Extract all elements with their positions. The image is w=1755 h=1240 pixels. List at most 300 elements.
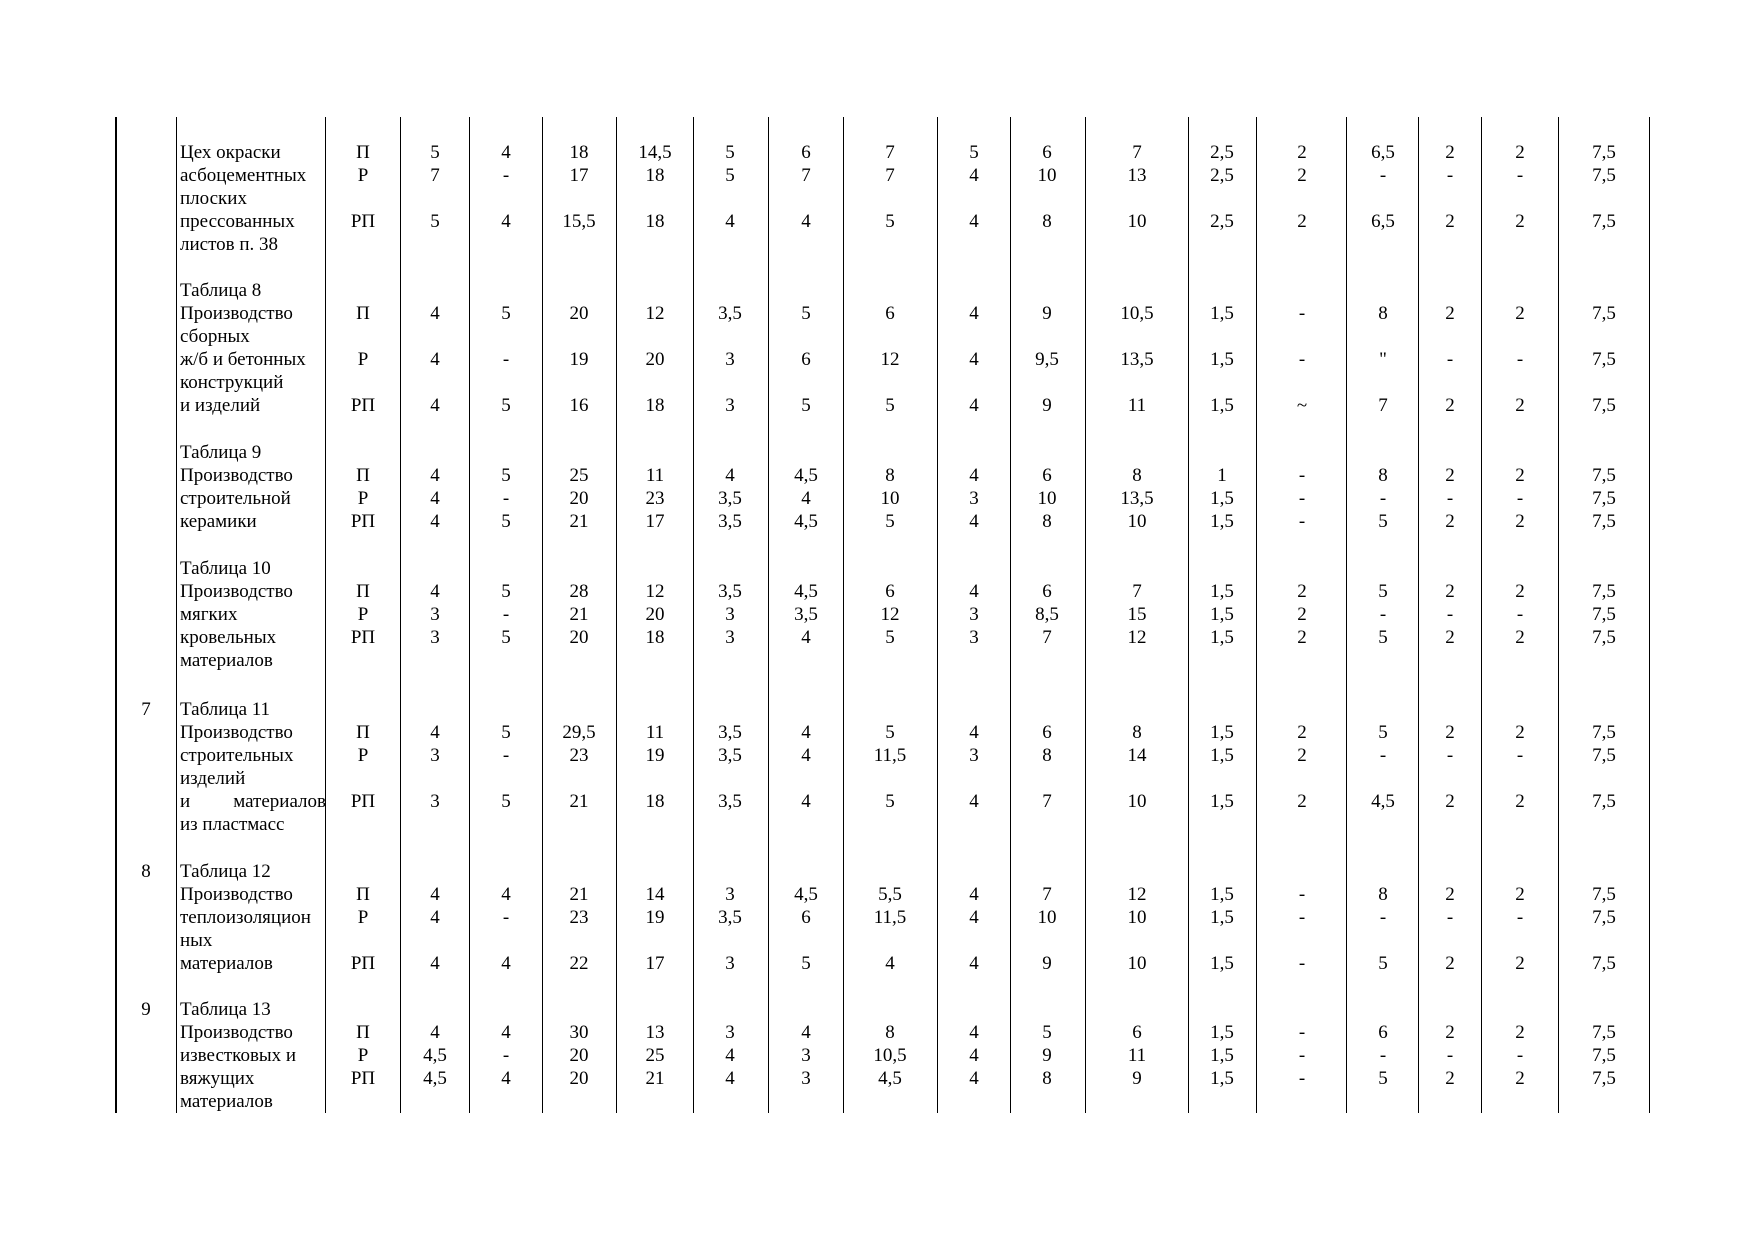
table-cell-value: 23 (569, 745, 589, 766)
table-cell-value: - (502, 165, 510, 186)
table-cell-value: 2 (1515, 465, 1525, 486)
table-cell-value: 9 (1042, 1045, 1052, 1066)
table-cell-value: 4 (801, 211, 811, 232)
table-cell-value: 5 (885, 511, 895, 532)
table-cell-value: 2 (1445, 511, 1455, 532)
mode-label: П (356, 1022, 370, 1043)
table-cell-value: 2 (1297, 791, 1307, 812)
table-cell-value: - (1298, 465, 1306, 486)
table-cell-value: 7 (885, 165, 895, 186)
table-cell-value: 10 (1127, 511, 1147, 532)
table-cell-value: 3 (430, 791, 440, 812)
table-cell-value: 7 (801, 165, 811, 186)
product-name-line: ж/б и бетонных (180, 349, 306, 370)
table-cell-value: 1,5 (1210, 395, 1234, 416)
table-cell-value: 4,5 (794, 581, 818, 602)
table-cell-value: 2 (1297, 165, 1307, 186)
table-cell-value: 3,5 (718, 581, 742, 602)
table-cell-value: 9 (1042, 395, 1052, 416)
table-cell-value: 4 (969, 511, 979, 532)
table-cell-value: 5 (1378, 627, 1388, 648)
mode-label: П (356, 581, 370, 602)
table-cell-value: 2 (1297, 627, 1307, 648)
table-column-rule (1085, 117, 1086, 1113)
table-cell-value: 5 (501, 511, 511, 532)
table-cell-value: 11,5 (873, 907, 907, 928)
mode-label: П (356, 884, 370, 905)
table-cell-value: 5 (801, 395, 811, 416)
table-cell-value: 4 (969, 581, 979, 602)
table-cell-value: 18 (645, 791, 665, 812)
table-cell-value: 5 (1378, 581, 1388, 602)
table-cell-value: 9 (1042, 953, 1052, 974)
table-cell-value: 5 (501, 627, 511, 648)
mode-label: П (356, 465, 370, 486)
table-cell-value: - (502, 604, 510, 625)
table-cell-value: 3 (725, 604, 735, 625)
table-cell-value: 4 (969, 303, 979, 324)
table-cell-value: 2 (1515, 722, 1525, 743)
table-cell-value: 7,5 (1592, 1022, 1616, 1043)
table-cell-value: - (1298, 907, 1306, 928)
table-cell-value: 4 (969, 884, 979, 905)
table-cell-value: 7 (1042, 791, 1052, 812)
table-cell-value: 6 (1132, 1022, 1142, 1043)
product-name-line: строительных (180, 745, 294, 766)
mode-label: Р (357, 488, 369, 509)
table-cell-value: 2 (1515, 395, 1525, 416)
mode-label: Р (357, 604, 369, 625)
table-cell-value: 3,5 (718, 511, 742, 532)
table-cell-value: 8 (1132, 722, 1142, 743)
mode-label: Р (357, 1045, 369, 1066)
table-cell-value: 21 (569, 791, 589, 812)
table-cell-value: 12 (1127, 884, 1147, 905)
table-cell-value: 7 (1378, 395, 1388, 416)
table-cell-value: - (1516, 604, 1524, 625)
product-name-line: Таблица 10 (180, 558, 271, 579)
table-cell-value: 5 (725, 142, 735, 163)
table-cell-value: - (1379, 604, 1387, 625)
table-cell-value: 5 (1378, 953, 1388, 974)
table-cell-value: 2 (1445, 211, 1455, 232)
product-name-line: строительной (180, 488, 291, 509)
table-cell-value: 5,5 (878, 884, 902, 905)
table-cell-value: 1,5 (1210, 745, 1234, 766)
table-cell-value: 5 (1378, 1068, 1388, 1089)
table-cell-value: 18 (645, 395, 665, 416)
table-cell-value: 5 (501, 395, 511, 416)
table-cell-value: 4,5 (794, 884, 818, 905)
table-cell-value: - (1298, 1045, 1306, 1066)
table-cell-value: 3,5 (718, 907, 742, 928)
table-cell-value: 4 (969, 791, 979, 812)
table-cell-value: 3 (969, 745, 979, 766)
table-cell-value: 7 (1132, 581, 1142, 602)
table-cell-value: 4 (725, 211, 735, 232)
table-cell-value: - (1298, 953, 1306, 974)
table-cell-value: 5 (1042, 1022, 1052, 1043)
table-cell-value: ~ (1296, 395, 1308, 416)
table-cell-value: 4 (430, 581, 440, 602)
table-cell-value: 7,5 (1592, 1068, 1616, 1089)
table-column-rule (1256, 117, 1257, 1113)
table-cell-value: 23 (569, 907, 589, 928)
table-cell-value: 2 (1297, 211, 1307, 232)
table-cell-value: - (1298, 1022, 1306, 1043)
row-number: 9 (141, 999, 151, 1020)
table-cell-value: 17 (569, 165, 589, 186)
table-cell-value: 4 (430, 907, 440, 928)
table-cell-value: 16 (569, 395, 589, 416)
table-cell-value: 4 (969, 465, 979, 486)
table-cell-value: 13 (1127, 165, 1147, 186)
table-cell-value: 4 (969, 395, 979, 416)
product-name-line: листов п. 38 (180, 234, 279, 255)
table-cell-value: 8 (1378, 465, 1388, 486)
table-cell-value: 15 (1127, 604, 1147, 625)
product-name-line: плоских (180, 188, 247, 209)
table-cell-value: 2 (1515, 884, 1525, 905)
mode-label: РП (350, 1068, 376, 1089)
table-cell-value: 7,5 (1592, 303, 1616, 324)
table-cell-value: 2 (1297, 722, 1307, 743)
table-cell-value: 4 (801, 745, 811, 766)
table-cell-value: 5 (885, 791, 895, 812)
table-cell-value: 8 (885, 465, 895, 486)
table-cell-value: 4 (969, 907, 979, 928)
table-cell-value: 2 (1445, 791, 1455, 812)
table-cell-value: 5 (1378, 722, 1388, 743)
table-cell-value: 3,5 (718, 488, 742, 509)
table-cell-value: 20 (569, 627, 589, 648)
table-cell-value: 8 (1378, 303, 1388, 324)
table-cell-value: 4 (801, 1022, 811, 1043)
table-cell-value: 2,5 (1210, 142, 1234, 163)
table-cell-value: 2 (1445, 581, 1455, 602)
mode-label: РП (350, 395, 376, 416)
product-name-line (180, 790, 326, 813)
table-cell-value: 2 (1297, 142, 1307, 163)
table-cell-value: 21 (645, 1068, 665, 1089)
product-name-line: Таблица 9 (180, 442, 262, 463)
product-name-line: ных (180, 930, 213, 951)
table-cell-value: 5 (430, 211, 440, 232)
table-cell-value: 2 (1297, 745, 1307, 766)
table-cell-value: - (1516, 488, 1524, 509)
table-cell-value: 4 (430, 953, 440, 974)
table-cell-value: - (502, 349, 510, 370)
table-cell-value: 3 (725, 884, 735, 905)
table-cell-value: 1,5 (1210, 907, 1234, 928)
table-cell-value: - (1516, 1045, 1524, 1066)
table-cell-value: - (1298, 511, 1306, 532)
table-cell-value: 1,5 (1210, 581, 1234, 602)
table-cell-value: 11 (1127, 395, 1147, 416)
product-name-line: материалов (180, 650, 273, 671)
table-cell-value: 1,5 (1210, 722, 1234, 743)
table-cell-value: 7 (430, 165, 440, 186)
table-cell-value: 4 (430, 511, 440, 532)
product-name-line: теплоизоляцион (180, 907, 311, 928)
table-column-rule (768, 117, 769, 1113)
table-cell-value: 11 (1127, 1045, 1147, 1066)
table-cell-value: 5 (1378, 511, 1388, 532)
table-cell-value: 30 (569, 1022, 589, 1043)
table-cell-value: 6,5 (1371, 142, 1395, 163)
product-name-line: Таблица 12 (180, 861, 271, 882)
mode-label: РП (350, 791, 376, 812)
table-cell-value: - (1516, 349, 1524, 370)
product-name-line: и изделий (180, 395, 261, 416)
table-cell-value: 21 (569, 604, 589, 625)
table-cell-value: 1,5 (1210, 1068, 1234, 1089)
product-name-line: Производство (180, 884, 293, 905)
table-cell-value: 6 (885, 581, 895, 602)
table-cell-value: 1,5 (1210, 604, 1234, 625)
product-name-line: Производство (180, 1022, 293, 1043)
table-cell-value: 5 (801, 953, 811, 974)
table-cell-value: 2 (1445, 395, 1455, 416)
table-cell-value: 1 (1217, 465, 1227, 486)
table-cell-value: 7,5 (1592, 488, 1616, 509)
table-cell-value: 2 (1515, 211, 1525, 232)
table-cell-value: 14 (1127, 745, 1147, 766)
table-cell-value: 8 (1042, 511, 1052, 532)
table-cell-value: 4 (801, 722, 811, 743)
table-cell-value: 5 (501, 303, 511, 324)
product-name-line: Производство (180, 722, 293, 743)
table-cell-value: 4 (501, 1068, 511, 1089)
table-cell-value: 6 (801, 142, 811, 163)
table-cell-value: 2 (1515, 1068, 1525, 1089)
table-cell-value: 10 (1037, 907, 1057, 928)
product-name-line: изделий (180, 768, 246, 789)
product-name-line: асбоцементных (180, 165, 307, 186)
table-column-rule (843, 117, 844, 1113)
table-cell-value: 14 (645, 884, 665, 905)
table-cell-value: 10,5 (1120, 303, 1154, 324)
table-cell-value: 3 (725, 1022, 735, 1043)
table-cell-value: 20 (569, 488, 589, 509)
table-cell-value: 2 (1515, 142, 1525, 163)
table-cell-value: 13,5 (1120, 349, 1154, 370)
table-cell-value: 21 (569, 884, 589, 905)
table-cell-value: 6,5 (1371, 211, 1395, 232)
table-column-rule (325, 117, 326, 1113)
table-cell-value: 25 (569, 465, 589, 486)
table-cell-value: 2 (1445, 142, 1455, 163)
product-name-line: Производство (180, 303, 293, 324)
table-cell-value: 23 (645, 488, 665, 509)
table-cell-value: 2 (1445, 1022, 1455, 1043)
table-cell-value: 10 (1037, 165, 1057, 186)
table-cell-value: 4 (430, 395, 440, 416)
table-cell-value: 1,5 (1210, 627, 1234, 648)
table-cell-value: 2 (1445, 1068, 1455, 1089)
table-column-rule (693, 117, 694, 1113)
product-name-line: материалов (180, 953, 273, 974)
table-cell-value: 4 (969, 953, 979, 974)
table-cell-value: 3,5 (718, 791, 742, 812)
table-cell-value: 18 (569, 142, 589, 163)
product-name-line: конструкций (180, 372, 284, 393)
table-cell-value: 8 (1132, 465, 1142, 486)
product-name-line: прессованных (180, 211, 295, 232)
table-cell-value: - (1446, 604, 1454, 625)
table-cell-value: 4 (725, 465, 735, 486)
mode-label: РП (350, 511, 376, 532)
table-cell-value: 4 (969, 1068, 979, 1089)
product-name-line: кровельных (180, 627, 277, 648)
table-cell-value: 7,5 (1592, 627, 1616, 648)
table-cell-value: 12 (880, 349, 900, 370)
table-cell-value: 9,5 (1035, 349, 1059, 370)
table-cell-value: 4 (430, 465, 440, 486)
product-name-line: вяжущих (180, 1068, 255, 1089)
table-cell-value: - (1446, 488, 1454, 509)
table-cell-value: 4 (501, 884, 511, 905)
table-cell-value: 2 (1445, 465, 1455, 486)
table-cell-value: - (1298, 303, 1306, 324)
table-cell-value: 8 (1042, 745, 1052, 766)
table-cell-value: 19 (645, 907, 665, 928)
table-cell-value: 1,5 (1210, 303, 1234, 324)
table-cell-value: 10 (880, 488, 900, 509)
product-name-line: из пластмасс (180, 814, 285, 835)
table-cell-value: 7,5 (1592, 745, 1616, 766)
table-cell-value: 4 (969, 165, 979, 186)
table-cell-value: 17 (645, 511, 665, 532)
mode-label: Р (357, 349, 369, 370)
table-cell-value: 12 (645, 581, 665, 602)
row-number: 7 (141, 699, 151, 720)
mode-label: РП (350, 953, 376, 974)
table-cell-value: - (1298, 1068, 1306, 1089)
table-cell-value: 12 (645, 303, 665, 324)
table-cell-value: 3,5 (718, 303, 742, 324)
table-cell-value: - (1446, 745, 1454, 766)
table-cell-value: 4 (969, 211, 979, 232)
table-cell-value: 3 (969, 604, 979, 625)
table-cell-value: 4 (725, 1045, 735, 1066)
table-cell-value: 5 (725, 165, 735, 186)
table-column-rule (176, 117, 177, 1113)
table-cell-value: 5 (430, 142, 440, 163)
mode-label: РП (350, 211, 376, 232)
table-cell-value: 6 (801, 907, 811, 928)
table-cell-value: 1,5 (1210, 1045, 1234, 1066)
table-cell-value: 4 (501, 1022, 511, 1043)
table-cell-value: 5 (501, 581, 511, 602)
table-cell-value: 2,5 (1210, 211, 1234, 232)
product-name-line: мягких (180, 604, 238, 625)
table-cell-value: 5 (885, 627, 895, 648)
table-cell-value: 22 (569, 953, 589, 974)
table-cell-value: 9 (1132, 1068, 1142, 1089)
table-cell-value: 18 (645, 627, 665, 648)
table-cell-value: 7,5 (1592, 211, 1616, 232)
table-cell-value: 3 (969, 627, 979, 648)
table-cell-value: 28 (569, 581, 589, 602)
table-cell-value: 5 (501, 791, 511, 812)
table-cell-value: 11 (645, 465, 665, 486)
table-cell-value: 8 (1042, 1068, 1052, 1089)
table-column-rule (400, 117, 401, 1113)
table-cell-value: 20 (569, 1068, 589, 1089)
table-cell-value: 4 (430, 1022, 440, 1043)
table-cell-value: 3,5 (718, 745, 742, 766)
table-cell-value: 21 (569, 511, 589, 532)
table-cell-value: - (502, 1045, 510, 1066)
table-cell-value: 1,5 (1210, 884, 1234, 905)
table-cell-value: 3 (725, 953, 735, 974)
table-cell-value: 2 (1445, 722, 1455, 743)
table-cell-value: 8 (885, 1022, 895, 1043)
table-cell-value: 1,5 (1210, 791, 1234, 812)
table-cell-value: 4,5 (423, 1068, 447, 1089)
row-number: 8 (141, 861, 151, 882)
table-cell-value: 7,5 (1592, 722, 1616, 743)
table-cell-value: 2 (1445, 953, 1455, 974)
table-cell-value: 6 (801, 349, 811, 370)
table-cell-value: 2,5 (1210, 165, 1234, 186)
table-cell-value: 7,5 (1592, 581, 1616, 602)
table-cell-value: 18 (645, 165, 665, 186)
table-cell-value: 3 (430, 627, 440, 648)
product-name-line: материалов (180, 1091, 273, 1112)
table-cell-value: 5 (501, 465, 511, 486)
table-cell-value: 10,5 (873, 1045, 907, 1066)
table-cell-value: 11,5 (873, 745, 907, 766)
table-cell-value: 7,5 (1592, 791, 1616, 812)
table-cell-value: 4 (969, 1022, 979, 1043)
table-cell-value: 4 (885, 953, 895, 974)
table-cell-value: 4 (969, 722, 979, 743)
table-column-rule (1558, 117, 1559, 1113)
table-cell-value: 2 (1515, 1022, 1525, 1043)
product-name-line: Таблица 13 (180, 999, 271, 1020)
table-cell-value: 7,5 (1592, 165, 1616, 186)
table-cell-value: 7,5 (1592, 395, 1616, 416)
table-cell-value: 3,5 (718, 722, 742, 743)
product-name-line: Производство (180, 465, 293, 486)
table-cell-value: 12 (1127, 627, 1147, 648)
table-cell-value: 2 (1515, 627, 1525, 648)
table-column-rule (542, 117, 543, 1113)
table-cell-value: 3 (725, 349, 735, 370)
table-cell-value: 2 (1515, 791, 1525, 812)
product-name-line: Таблица 8 (180, 280, 262, 301)
table-cell-value: 10 (1037, 488, 1057, 509)
table-cell-value: 3 (430, 604, 440, 625)
table-cell-value: 6 (1378, 1022, 1388, 1043)
product-name-word: материалов (233, 791, 326, 812)
product-name-line: Производство (180, 581, 293, 602)
table-cell-value: 2 (1445, 627, 1455, 648)
table-cell-value: 3,5 (794, 604, 818, 625)
table-cell-value: 6 (1042, 581, 1052, 602)
table-cell-value: 19 (645, 745, 665, 766)
table-column-rule (469, 117, 470, 1113)
table-cell-value: 4 (501, 953, 511, 974)
table-cell-value: 4,5 (794, 465, 818, 486)
table-cell-value: 3 (725, 395, 735, 416)
table-cell-value: 7,5 (1592, 465, 1616, 486)
table-cell-value: 5 (885, 722, 895, 743)
mode-label: Р (357, 745, 369, 766)
mode-label: П (356, 722, 370, 743)
